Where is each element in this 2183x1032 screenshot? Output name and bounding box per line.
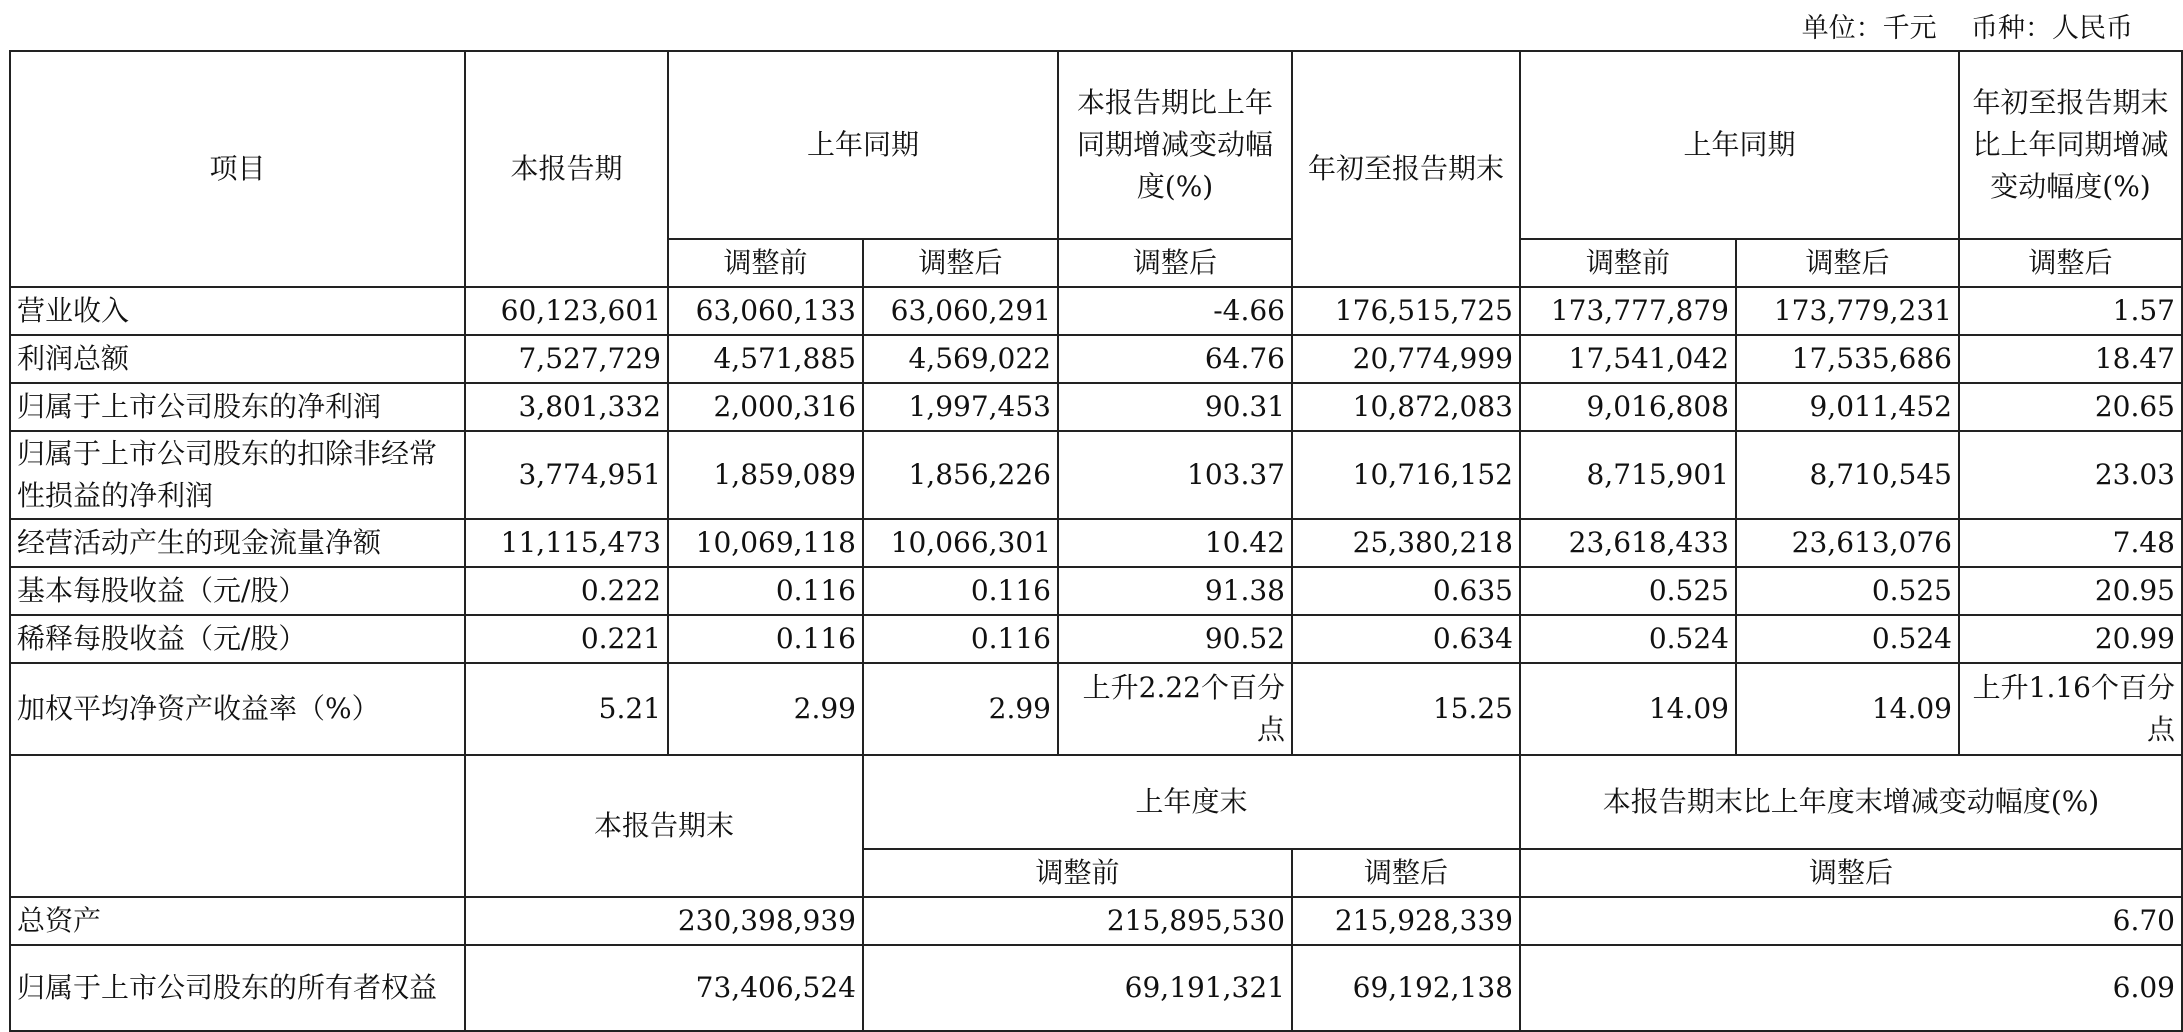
cell-change: 10.42	[1058, 519, 1292, 567]
cell-ytd-prev-before: 8,715,901	[1520, 431, 1736, 519]
header-item: 项目	[10, 51, 465, 287]
cell-prev-before: 0.116	[668, 615, 863, 663]
row-label: 归属于上市公司股东的净利润	[10, 383, 465, 431]
cell-ytd-prev-after: 0.524	[1736, 615, 1959, 663]
cell-change: 103.37	[1058, 431, 1292, 519]
cell-ytd-prev-after: 8,710,545	[1736, 431, 1959, 519]
header-period-end: 本报告期末	[465, 755, 863, 897]
cell-period-end: 230,398,939	[465, 897, 863, 945]
cell-ytd-change: 20.95	[1959, 567, 2182, 615]
cell-change: -4.66	[1058, 287, 1292, 335]
table-row	[10, 945, 2182, 1031]
cell-ytd-prev-before: 17,541,042	[1520, 335, 1736, 383]
header-before-adj: 调整前	[668, 239, 863, 287]
cell-ytd-change: 20.65	[1959, 383, 2182, 431]
cell-ly-after: 215,928,339	[1292, 897, 1520, 945]
cell-ytd-prev-before: 9,016,808	[1520, 383, 1736, 431]
cell-balance-change: 6.09	[1520, 945, 2182, 1031]
cell-prev-before: 0.116	[668, 567, 863, 615]
table-row	[10, 335, 2182, 383]
table-row	[10, 663, 2182, 755]
cell-ytd-prev-after: 9,011,452	[1736, 383, 1959, 431]
cell-prev-before: 2,000,316	[668, 383, 863, 431]
cell-ytd-change: 20.99	[1959, 615, 2182, 663]
row-label: 归属于上市公司股东的扣除非经常性损益的净利润	[10, 431, 465, 519]
table-row	[10, 287, 2182, 335]
cell-prev-before: 10,069,118	[668, 519, 863, 567]
cell-current: 60,123,601	[465, 287, 668, 335]
header-ytd-after-adj: 调整后	[1736, 239, 1959, 287]
table-row	[10, 615, 2182, 663]
cell-ytd: 15.25	[1292, 663, 1520, 755]
header-after-adj: 调整后	[863, 239, 1058, 287]
cell-current: 3,774,951	[465, 431, 668, 519]
cell-change: 64.76	[1058, 335, 1292, 383]
cell-current: 11,115,473	[465, 519, 668, 567]
cell-ytd-prev-before: 14.09	[1520, 663, 1736, 755]
cell-prev-after: 2.99	[863, 663, 1058, 755]
cell-ytd-change: 18.47	[1959, 335, 2182, 383]
cell-ytd: 176,515,725	[1292, 287, 1520, 335]
header-same-period-last-year-ytd: 上年同期	[1520, 51, 1959, 239]
table-row	[10, 383, 2182, 431]
cell-prev-before: 4,571,885	[668, 335, 863, 383]
cell-ytd: 0.635	[1292, 567, 1520, 615]
header-change-current: 本报告期比上年同期增减变动幅度(%)	[1058, 51, 1292, 239]
table-row	[10, 431, 2182, 519]
cell-current: 3,801,332	[465, 383, 668, 431]
header-current-period: 本报告期	[465, 51, 668, 287]
cell-ytd-prev-after: 17,535,686	[1736, 335, 1959, 383]
header-change-ytd: 年初至报告期末比上年同期增减变动幅度(%)	[1959, 51, 2182, 239]
cell-change: 上升2.22个百分点	[1058, 663, 1292, 755]
cell-ytd-prev-before: 173,777,879	[1520, 287, 1736, 335]
cell-period-end: 73,406,524	[465, 945, 863, 1031]
table-row	[10, 519, 2182, 567]
cell-ytd-change: 7.48	[1959, 519, 2182, 567]
cell-ytd-change: 上升1.16个百分点	[1959, 663, 2182, 755]
header-ly-after-adj: 调整后	[1292, 849, 1520, 897]
cell-current: 0.221	[465, 615, 668, 663]
cell-change: 90.31	[1058, 383, 1292, 431]
cell-current: 0.222	[465, 567, 668, 615]
header-ytd: 年初至报告期末	[1292, 51, 1520, 287]
table-row	[10, 567, 2182, 615]
row-label: 归属于上市公司股东的所有者权益	[10, 945, 465, 1031]
row-label: 基本每股收益（元/股）	[10, 567, 465, 615]
cell-prev-before: 2.99	[668, 663, 863, 755]
header-last-year-end: 上年度末	[863, 755, 1520, 849]
cell-ly-before: 69,191,321	[863, 945, 1292, 1031]
cell-ytd-prev-after: 173,779,231	[1736, 287, 1959, 335]
cell-ytd-change: 23.03	[1959, 431, 2182, 519]
cell-prev-before: 63,060,133	[668, 287, 863, 335]
cell-prev-after: 0.116	[863, 615, 1058, 663]
cell-ytd-prev-after: 23,613,076	[1736, 519, 1959, 567]
cell-current: 7,527,729	[465, 335, 668, 383]
cell-current: 5.21	[465, 663, 668, 755]
cell-prev-after: 4,569,022	[863, 335, 1058, 383]
row-label: 营业收入	[10, 287, 465, 335]
header-balance-change-after-adj: 调整后	[1520, 849, 2182, 897]
header-ly-before-adj: 调整前	[863, 849, 1292, 897]
cell-ytd-prev-before: 23,618,433	[1520, 519, 1736, 567]
header-balance-change: 本报告期末比上年度末增减变动幅度(%)	[1520, 755, 2182, 849]
cell-prev-after: 0.116	[863, 567, 1058, 615]
cell-prev-after: 1,856,226	[863, 431, 1058, 519]
header-change-after-adj: 调整后	[1058, 239, 1292, 287]
cell-prev-after: 1,997,453	[863, 383, 1058, 431]
financial-summary-table	[9, 50, 2183, 1032]
row-label: 经营活动产生的现金流量净额	[10, 519, 465, 567]
row-label: 稀释每股收益（元/股）	[10, 615, 465, 663]
cell-change: 91.38	[1058, 567, 1292, 615]
cell-ytd: 10,872,083	[1292, 383, 1520, 431]
cell-ly-after: 69,192,138	[1292, 945, 1520, 1031]
cell-prev-after: 10,066,301	[863, 519, 1058, 567]
cell-ytd-prev-after: 14.09	[1736, 663, 1959, 755]
row-label: 加权平均净资产收益率（%）	[10, 663, 465, 755]
row-label: 利润总额	[10, 335, 465, 383]
cell-balance-change: 6.70	[1520, 897, 2182, 945]
cell-ytd-prev-before: 0.525	[1520, 567, 1736, 615]
header-ytd-before-adj: 调整前	[1520, 239, 1736, 287]
cell-ytd-prev-after: 0.525	[1736, 567, 1959, 615]
cell-ytd: 10,716,152	[1292, 431, 1520, 519]
cell-prev-before: 1,859,089	[668, 431, 863, 519]
cell-ytd: 20,774,999	[1292, 335, 1520, 383]
unit-currency-note: 单位：千元 币种：人民币	[1801, 13, 2133, 44]
cell-ytd-change: 1.57	[1959, 287, 2182, 335]
table-row	[10, 897, 2182, 945]
header-same-period-last-year: 上年同期	[668, 51, 1058, 239]
row-label: 总资产	[10, 897, 465, 945]
cell-ytd: 25,380,218	[1292, 519, 1520, 567]
balance-header-blank	[10, 755, 465, 897]
cell-ytd-prev-before: 0.524	[1520, 615, 1736, 663]
cell-prev-after: 63,060,291	[863, 287, 1058, 335]
header-ytd-change-after-adj: 调整后	[1959, 239, 2182, 287]
cell-ly-before: 215,895,530	[863, 897, 1292, 945]
cell-ytd: 0.634	[1292, 615, 1520, 663]
cell-change: 90.52	[1058, 615, 1292, 663]
